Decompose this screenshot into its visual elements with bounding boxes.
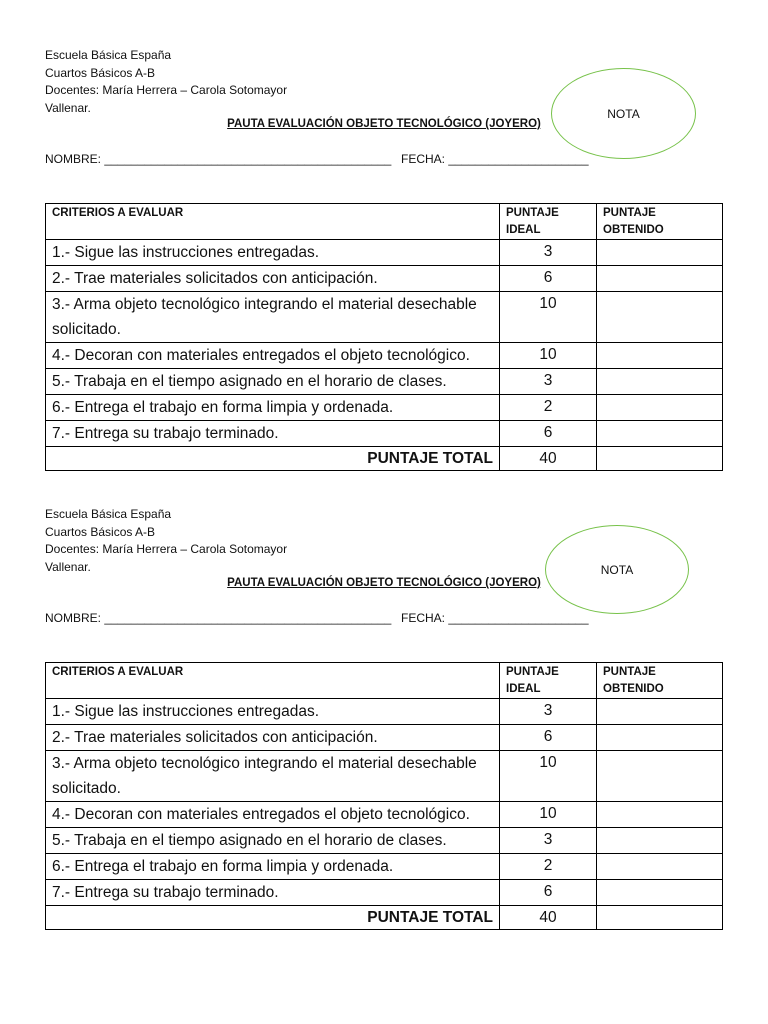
nota-label: NOTA [607, 106, 640, 121]
criterion-cell: 2.- Trae materiales solicitados con anticipación. [46, 266, 500, 292]
header-puntaje-obtenido: PUNTAJE OBTENIDO [597, 663, 723, 699]
obtained-score-cell[interactable] [597, 343, 723, 369]
page-title: PAUTA EVALUACIÓN OBJETO TECNOLÓGICO (JOYERO) [227, 118, 541, 130]
criterion-cell: 5.- Trabaja en el tiempo asignado en el horario de clases. [46, 828, 500, 854]
nota-grade-box[interactable] [545, 525, 689, 614]
criterion-cell: 5.- Trabaja en el tiempo asignado en el horario de clases. [46, 369, 500, 395]
evaluation-table [45, 662, 723, 930]
table-row [46, 828, 723, 854]
obtained-score-cell[interactable] [597, 369, 723, 395]
table-row [46, 292, 723, 343]
table-row [46, 725, 723, 751]
school-name: Escuela Básica España [45, 507, 172, 521]
table-row [46, 343, 723, 369]
course-name: Cuartos Básicos A-B [45, 524, 156, 539]
criterion-cell: 4.- Decoran con materiales entregados el objeto tecnológico. [46, 802, 500, 828]
table-row [46, 369, 723, 395]
header-puntaje-ideal: PUNTAJE IDEAL [500, 663, 597, 699]
total-obtained-cell[interactable] [597, 906, 723, 930]
city-line: Vallenar. [45, 559, 91, 574]
table-row [46, 240, 723, 266]
table-row [46, 266, 723, 292]
header-criterios: CRITERIOS A EVALUAR [46, 204, 500, 240]
school-header [45, 47, 287, 117]
nota-grade-box[interactable] [551, 68, 696, 159]
nota-label: NOTA [600, 562, 634, 577]
table-row [46, 854, 723, 880]
ideal-score-cell: 6 [500, 266, 597, 292]
ideal-score-cell: 10 [500, 292, 597, 343]
header-puntaje-ideal: PUNTAJE IDEAL [500, 204, 597, 240]
table-row [46, 802, 723, 828]
obtained-score-cell[interactable] [597, 802, 723, 828]
criterion-cell: 7.- Entrega su trabajo terminado. [46, 421, 500, 447]
evaluation-sheet-2 [0, 459, 768, 929]
school-header [45, 506, 287, 576]
criterion-cell: 6.- Entrega el trabajo en forma limpia y ordenada. [46, 854, 500, 880]
total-ideal-value: 40 [500, 906, 597, 930]
table-header-row [46, 663, 723, 699]
ideal-score-cell: 3 [500, 699, 597, 725]
table-row [46, 751, 723, 802]
course-name: Cuartos Básicos A-B [45, 65, 156, 80]
page-title: PAUTA EVALUACIÓN OBJETO TECNOLÓGICO (JOYERO) [227, 577, 541, 589]
obtained-score-cell[interactable] [597, 725, 723, 751]
total-label: PUNTAJE TOTAL [46, 906, 500, 930]
table-row [46, 421, 723, 447]
ideal-score-cell: 10 [500, 343, 597, 369]
table-row [46, 699, 723, 725]
obtained-score-cell[interactable] [597, 699, 723, 725]
header-criterios: CRITERIOS A EVALUAR [46, 663, 500, 699]
ideal-score-cell: 3 [500, 240, 597, 266]
fecha-field[interactable]: FECHA: _____________________ [401, 611, 589, 625]
ideal-score-cell: 2 [500, 854, 597, 880]
nombre-field[interactable]: NOMBRE: ___________________________________________ [45, 152, 392, 166]
table-row [46, 880, 723, 906]
ideal-score-cell: 6 [500, 880, 597, 906]
obtained-score-cell[interactable] [597, 395, 723, 421]
table-row [46, 395, 723, 421]
obtained-score-cell[interactable] [597, 292, 723, 343]
obtained-score-cell[interactable] [597, 880, 723, 906]
obtained-score-cell[interactable] [597, 240, 723, 266]
criterion-cell: 2.- Trae materiales solicitados con anticipación. [46, 725, 500, 751]
nombre-field[interactable]: NOMBRE: ___________________________________________ [45, 611, 392, 625]
teachers-line: Docentes: María Herrera – Carola Sotomayor [45, 542, 288, 556]
header-puntaje-obtenido: PUNTAJE OBTENIDO [597, 204, 723, 240]
criterion-cell: 7.- Entrega su trabajo terminado. [46, 880, 500, 906]
city-line: Vallenar. [45, 100, 91, 115]
fecha-field[interactable]: FECHA: _____________________ [401, 152, 589, 166]
obtained-score-cell[interactable] [597, 828, 723, 854]
student-fields [45, 152, 589, 166]
ideal-score-cell: 6 [500, 421, 597, 447]
ideal-score-cell: 3 [500, 828, 597, 854]
student-fields [45, 611, 589, 625]
ideal-score-cell: 6 [500, 725, 597, 751]
ideal-score-cell: 2 [500, 395, 597, 421]
total-ideal-value: 40 [500, 447, 597, 471]
obtained-score-cell[interactable] [597, 266, 723, 292]
total-label: PUNTAJE TOTAL [46, 447, 500, 471]
evaluation-sheet-1 [0, 0, 768, 470]
school-name: Escuela Básica España [45, 48, 172, 62]
obtained-score-cell[interactable] [597, 421, 723, 447]
ideal-score-cell: 10 [500, 802, 597, 828]
criterion-cell: 1.- Sigue las instrucciones entregadas. [46, 699, 500, 725]
criterion-cell: 4.- Decoran con materiales entregados el objeto tecnológico. [46, 343, 500, 369]
criterion-cell: 3.- Arma objeto tecnológico integrando el material desechable solicitado. [46, 751, 500, 802]
teachers-line: Docentes: María Herrera – Carola Sotomayor [45, 83, 288, 97]
criterion-cell: 6.- Entrega el trabajo en forma limpia y ordenada. [46, 395, 500, 421]
ideal-score-cell: 10 [500, 751, 597, 802]
ideal-score-cell: 3 [500, 369, 597, 395]
total-row [46, 906, 723, 930]
obtained-score-cell[interactable] [597, 854, 723, 880]
table-header-row [46, 204, 723, 240]
obtained-score-cell[interactable] [597, 751, 723, 802]
evaluation-table [45, 203, 723, 471]
criterion-cell: 3.- Arma objeto tecnológico integrando el material desechable solicitado. [46, 292, 500, 343]
criterion-cell: 1.- Sigue las instrucciones entregadas. [46, 240, 500, 266]
